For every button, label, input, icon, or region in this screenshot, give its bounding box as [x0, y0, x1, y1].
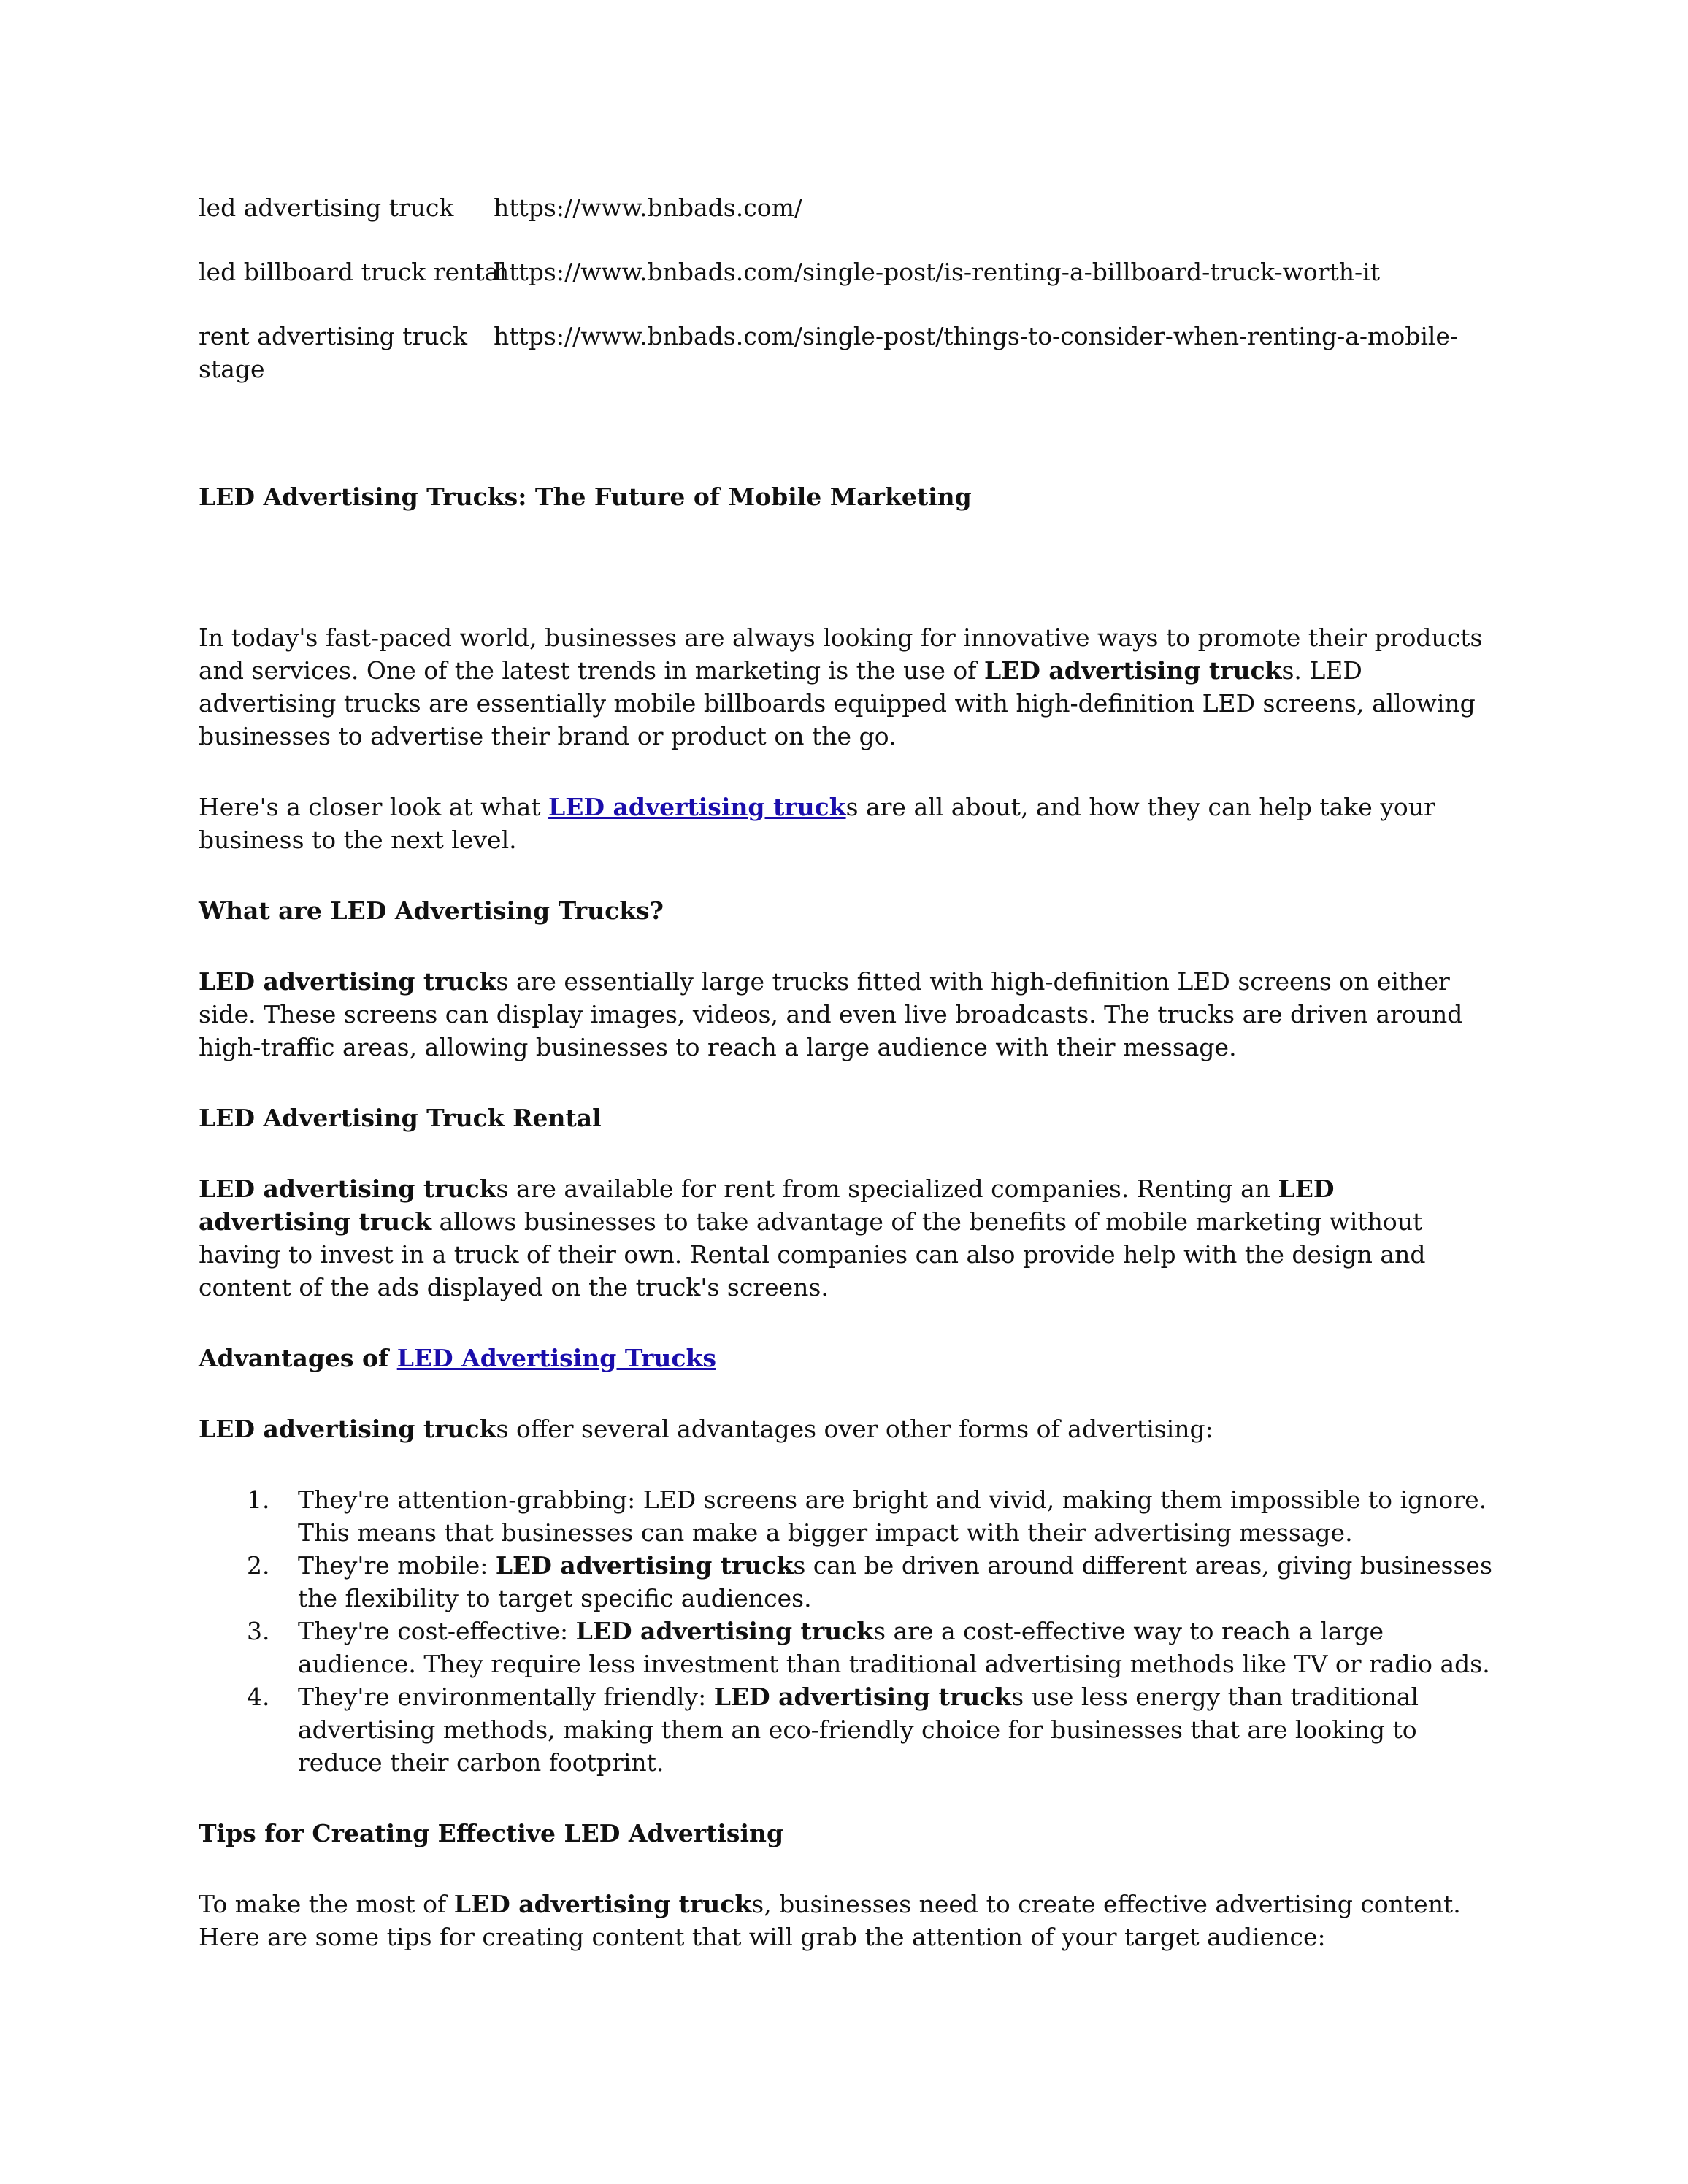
- closer-text: Here's a closer look at what: [199, 793, 549, 821]
- list-item: [247, 1680, 1492, 1779]
- keyword: led billboard truck rental: [199, 258, 507, 286]
- list-item: [247, 1549, 1492, 1615]
- keyword-bold: LED advertising truck: [199, 1415, 496, 1443]
- list-item: [247, 1615, 1492, 1680]
- intro-text: s. LED advertising trucks are essentially mobile billboards equipped with high-definition LED screens, allowing businesses to advertise their brand or product on the go.: [199, 656, 1476, 750]
- advantages-list: [199, 1483, 1492, 1779]
- list-text: They're attention-grabbing: LED screens are bright and vivid, making them impossible to ignore. This means that businesses can make a bigger impact with their advertising message.: [298, 1485, 1487, 1547]
- list-number: 2.: [247, 1551, 270, 1580]
- tips-paragraph: [199, 1888, 1492, 1953]
- advantages-intro-paragraph: [199, 1412, 1492, 1445]
- list-text: They're mobile:: [298, 1551, 496, 1580]
- keyword-row: [199, 191, 1492, 224]
- keyword: led advertising truck: [199, 193, 454, 222]
- what-paragraph: [199, 965, 1492, 1064]
- keyword-bold: LED advertising truck: [983, 656, 1282, 685]
- keyword: rent advertising truck: [199, 322, 467, 350]
- closer-look-paragraph: [199, 791, 1492, 856]
- keyword-bold: LED advertising truck: [575, 1617, 874, 1645]
- list-text: s are a cost-effective way to reach a large audience. They require less investment than traditional advertising methods like TV or radio ads.: [298, 1617, 1490, 1678]
- keyword-bold: LED advertising truck: [199, 1174, 496, 1203]
- list-text: s use less energy than traditional advertising methods, making them an eco-friendly choice for businesses that are looking to reduce their carbon footprint.: [298, 1683, 1419, 1777]
- list-number: 4.: [247, 1683, 270, 1711]
- keyword-url: https://www.bnbads.com/: [494, 193, 802, 222]
- rental-text: allows businesses to take advantage of the benefits of mobile marketing without having to invest in a truck of their own. Rental companies can also provide help with the design and content of the ads displayed on the truck's screens.: [199, 1207, 1426, 1301]
- list-text: They're cost-effective:: [298, 1617, 576, 1645]
- rental-paragraph: [199, 1172, 1492, 1304]
- keyword-bold: LED advertising truck: [495, 1551, 794, 1580]
- keyword-url: https://www.bnbads.com/single-post/things-to-consider-when-renting-a-mobile-stage: [199, 322, 1459, 383]
- tips-text: s, businesses need to create effective advertising content. Here are some tips for creating content that will grab the attention of your target audience:: [199, 1890, 1461, 1951]
- list-text: They're environmentally friendly:: [298, 1683, 714, 1711]
- advantages-intro-text: s offer several advantages over other forms of advertising:: [496, 1415, 1213, 1443]
- section-heading-rental: LED Advertising Truck Rental: [199, 1104, 602, 1132]
- rental-text: s are available for rent from specialized companies. Renting an: [496, 1174, 1278, 1203]
- tips-text: To make the most of: [199, 1890, 454, 1918]
- intro-text: In today's fast-paced world, businesses are always looking for innovative ways to promote their products and services. One of the latest trends in marketing is the use of: [199, 623, 1483, 685]
- list-text: s can be driven around different areas, giving businesses the flexibility to target specific audiences.: [298, 1551, 1492, 1612]
- section-heading-advantages: [199, 1342, 1492, 1374]
- keyword-link[interactable]: LED advertising truck: [548, 793, 846, 821]
- keyword-url: https://www.bnbads.com/single-post/is-renting-a-billboard-truck-worth-it: [494, 258, 1380, 286]
- keyword-bold: LED advertising truck: [199, 1174, 1335, 1236]
- list-number: 1.: [247, 1485, 270, 1514]
- section-heading-tips: Tips for Creating Effective LED Advertising: [199, 1819, 784, 1847]
- article-title: LED Advertising Trucks: The Future of Mobile Marketing: [199, 482, 972, 511]
- keyword-row: [199, 255, 1492, 288]
- keyword-bold: LED advertising truck: [713, 1683, 1012, 1711]
- list-number: 3.: [247, 1617, 270, 1645]
- keyword-bold: LED advertising truck: [199, 967, 496, 996]
- document-page: [199, 191, 1492, 1953]
- keyword-row: [199, 320, 1492, 385]
- list-item: [247, 1483, 1492, 1549]
- heading-prefix: Advantages of: [199, 1344, 397, 1372]
- closer-text: s are all about, and how they can help take your business to the next level.: [199, 793, 1435, 854]
- intro-paragraph: [199, 621, 1492, 753]
- keyword-bold: LED advertising truck: [453, 1890, 752, 1918]
- what-text: s are essentially large trucks fitted with high-definition LED screens on either side. These screens can display images, videos, and even live broadcasts. The trucks are driven around high-traffic areas, allowing businesses to reach a large audience with their message.: [199, 967, 1463, 1061]
- section-heading-what: What are LED Advertising Trucks?: [199, 896, 664, 925]
- advantages-heading-link[interactable]: LED Advertising Trucks: [396, 1344, 716, 1372]
